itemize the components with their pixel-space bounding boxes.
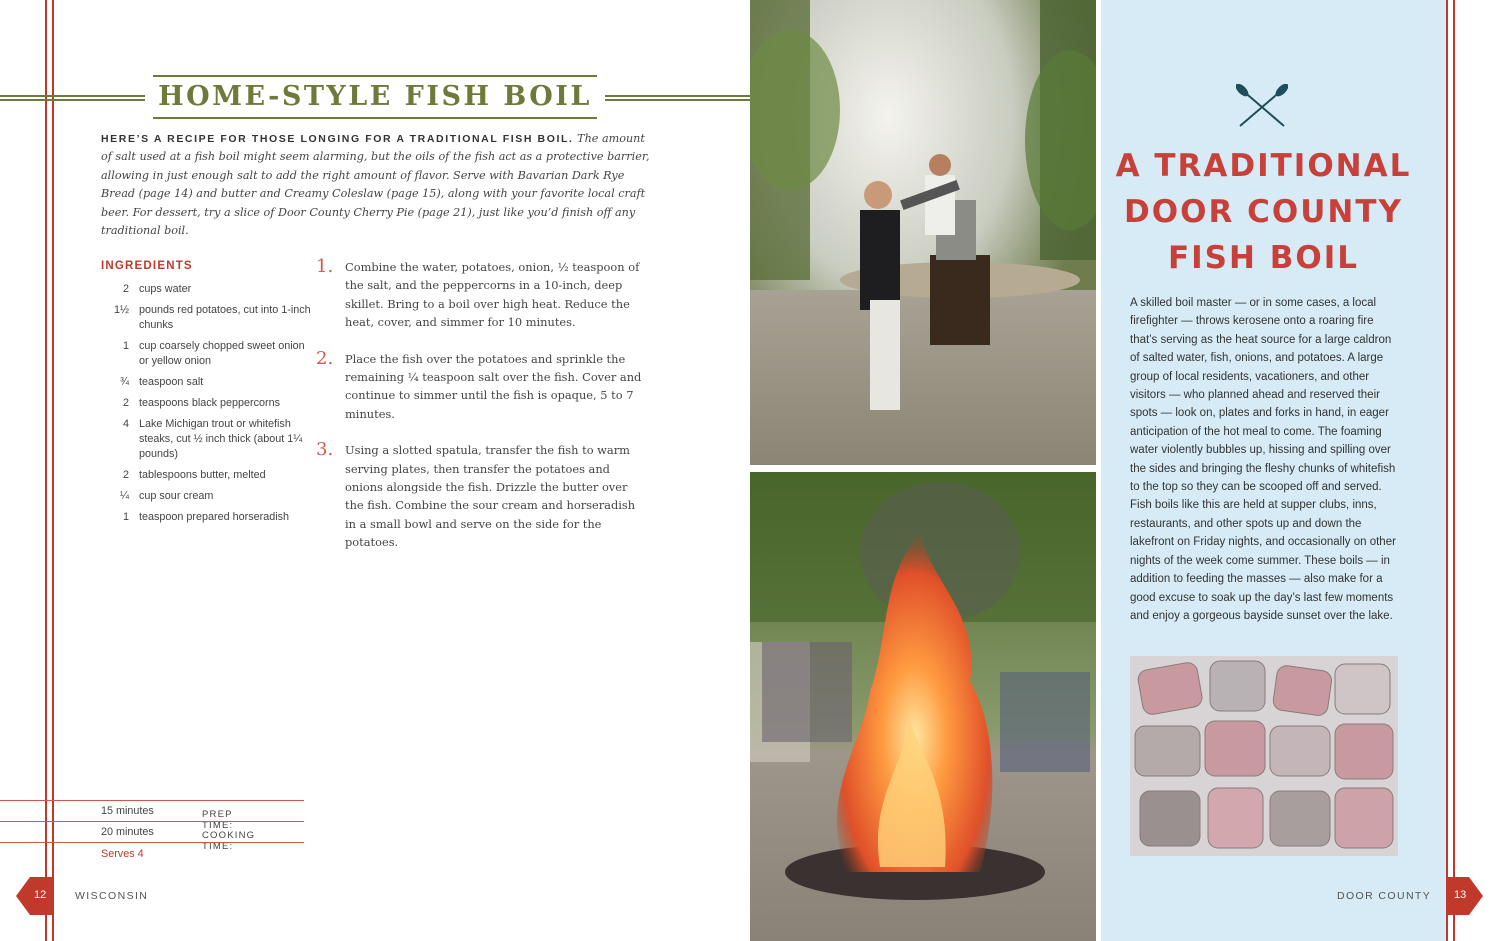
prep-time-value: 15 minutes xyxy=(101,805,154,817)
title-rule-right xyxy=(605,95,750,97)
meta-bottom-rule xyxy=(0,842,304,843)
photo-boil-over-flames xyxy=(750,472,1096,941)
step-text: Using a slotted spatula, transfer the fish to warm serving plates, then transfer the potatoes and onions alongside the fish. Drizzle the butter over the fish. Combine the sour cream and horseradish in a small bowl and serve on the side for the potatoes. xyxy=(345,443,636,550)
cook-time xyxy=(101,826,256,852)
margin-rule-right-1 xyxy=(1446,0,1448,941)
ingredient-item xyxy=(101,510,311,525)
crossed-oars-icon xyxy=(1236,84,1288,128)
sidebar-body: A skilled boil master — or in some cases, a local firefighter — throws kerosene onto a roaring fire that’s serving as the heat source for a large caldron of salted water, fish, onions, and potatoes. A large group of local residents, vacationers, and other visitors — who planned ahead and reserved their spots — look on, plates and forks in hand, in eager anticipation of the hot meal to come. The foaming water violently bubbles up, hissing and spilling over the sides and bringing the fleshy chunks of whitefish to the top so they can be scooped off and served. Fish boils like this are held at supper clubs, inns, restaurants, and other spots up and down the lakefront on Friday nights, and occasionally on other nights of the week come summer. These boils — in addition to feeding the masses — also make for a good excuse to soak up the day’s last few moments and enjoy a gorgeous bayside sunset over the lake. xyxy=(1130,297,1396,622)
step-number: 2. xyxy=(316,347,334,369)
cook-time-row xyxy=(0,821,304,852)
step-number: 3. xyxy=(316,439,334,461)
intro-lead: HERE’S A RECIPE FOR THOSE LONGING FOR A TRADITIONAL FISH BOIL. xyxy=(101,133,574,145)
step-2 xyxy=(316,349,646,424)
ingredient-item xyxy=(101,396,311,411)
photo-boil-master xyxy=(750,0,1096,465)
title-frame-bottom xyxy=(153,117,597,119)
ingredient-qty: 1 xyxy=(122,340,129,352)
ingredient-desc: cup coarsely chopped sweet onion or yellow onion xyxy=(139,340,305,367)
intro-body: The amount of salt used at a fish boil might seem alarming, but the oils of the fish act as a protective barrier, allowing in just enough salt to add the right amount of flavor. Serve with Bavarian Dark Rye Bread (page 14) and butter and Creamy Coleslaw (page 15), along with your favorite local craft beer. For dessert, try a slice of Door County Cherry Pie (page 21), just like you’d finish off any traditional boil. xyxy=(101,132,650,238)
title-rule-left xyxy=(0,95,145,97)
running-head-left: WISCONSIN xyxy=(75,890,149,902)
ingredient-item xyxy=(101,282,311,297)
ingredient-desc: pounds red potatoes, cut into 1-inch chunks xyxy=(139,304,311,331)
ingredient-qty: 2 xyxy=(122,397,129,409)
method-steps xyxy=(316,257,646,569)
recipe-intro xyxy=(101,130,651,240)
ingredient-qty: ¾ xyxy=(119,376,129,388)
running-head-right: DOOR COUNTY xyxy=(1337,890,1432,902)
ingredients-list xyxy=(101,282,311,531)
ingredient-desc: cup sour cream xyxy=(139,490,214,502)
ingredient-qty: 2 xyxy=(122,469,129,481)
step-1 xyxy=(316,257,646,332)
cook-time-label: COOKING TIME: xyxy=(202,830,256,852)
sidebar-title-line-2: DOOR COUNTY xyxy=(1124,194,1403,230)
title-rule-right-2 xyxy=(605,99,750,101)
ingredient-item xyxy=(101,339,311,369)
step-text: Place the fish over the potatoes and sprinkle the remaining ¼ teaspoon salt over the fish. Cover and continue to simmer until the fish is opaque, 5 to 7 minutes. xyxy=(345,351,642,421)
ingredient-desc: teaspoon prepared horseradish xyxy=(139,511,290,523)
recipe-meta xyxy=(0,800,304,852)
prep-time xyxy=(101,805,234,831)
cook-time-value: 20 minutes xyxy=(101,826,154,838)
step-3 xyxy=(316,440,646,551)
photo-whitefish-chunks xyxy=(1130,656,1398,856)
prep-time-label: PREP TIME: xyxy=(202,809,234,831)
ingredient-item xyxy=(101,417,311,462)
sidebar-title xyxy=(1101,143,1426,281)
ingredient-item xyxy=(101,303,311,333)
step-number: 1. xyxy=(316,256,334,277)
serves: Serves 4 xyxy=(101,848,144,860)
recipe-title: HOME-STYLE FISH BOIL xyxy=(158,81,592,112)
ingredient-desc: cups water xyxy=(139,283,192,295)
ingredient-desc: teaspoons black peppercorns xyxy=(139,397,281,409)
ingredient-qty: 1½ xyxy=(113,304,129,316)
ingredient-desc: Lake Michigan trout or whitefish steaks, cut ½ inch thick (about 1¼ pounds) xyxy=(139,418,303,460)
ingredient-desc: tablespoons butter, melted xyxy=(139,469,266,481)
ingredients-heading: INGREDIENTS xyxy=(101,260,193,272)
ingredient-item xyxy=(101,468,311,483)
page-number-right: 13 xyxy=(1454,889,1467,901)
prep-time-row xyxy=(0,800,304,831)
ingredient-qty: 4 xyxy=(122,418,129,430)
ingredient-item xyxy=(101,375,311,390)
sidebar-title-line-1: A TRADITIONAL xyxy=(1115,148,1412,184)
step-text: Combine the water, potatoes, onion, ½ teaspoon of the salt, and the peppercorns in a 10-inch, deep skillet. Bring to a boil over high heat. Reduce the heat, cover, and simmer for 10 minutes. xyxy=(345,260,640,330)
ingredient-qty: 2 xyxy=(122,283,129,295)
sidebar-title-line-3: FISH BOIL xyxy=(1167,240,1360,276)
title-frame-top xyxy=(153,75,597,77)
margin-rule-right-2 xyxy=(1453,0,1455,941)
page-number-left: 12 xyxy=(34,889,47,901)
ingredient-qty: ¼ xyxy=(119,490,129,502)
title-rule-left-2 xyxy=(0,99,145,101)
ingredient-desc: teaspoon salt xyxy=(139,376,204,388)
ingredient-item xyxy=(101,489,311,504)
ingredient-qty: 1 xyxy=(122,511,129,523)
